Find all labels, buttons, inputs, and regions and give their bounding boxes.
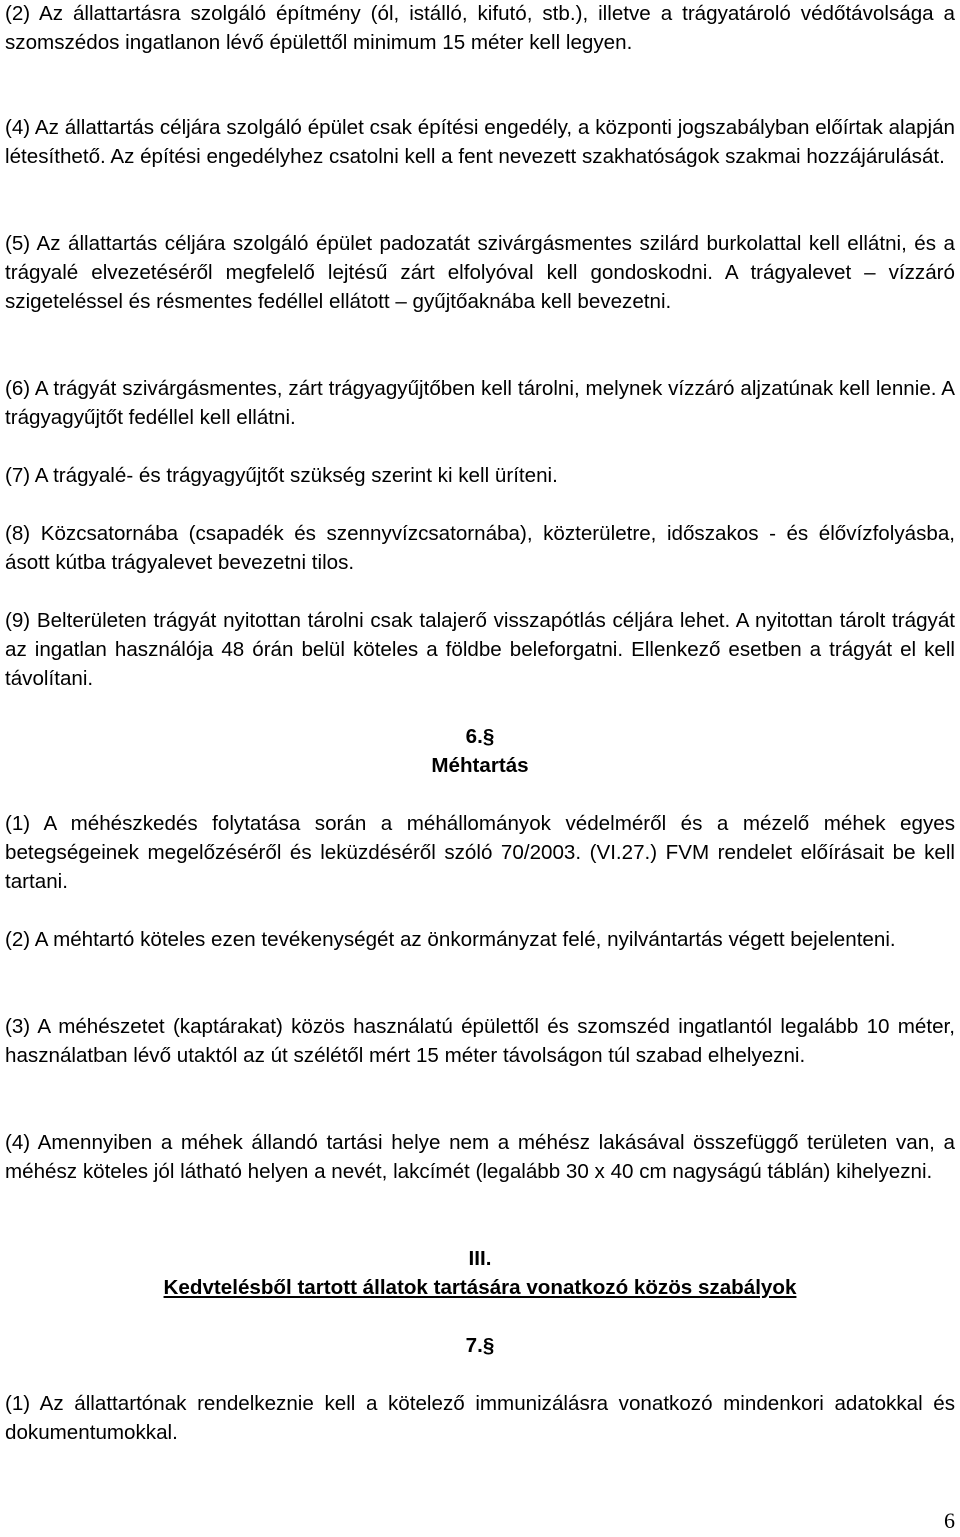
section-6-paragraph-1: (1) A méhészkedés folytatása során a méhállományok védelméről és a mézelő méhek egyes betegségeinek megelőzéséről és leküzdéséről szóló 70/2003. (VI.27.) FVM rendelet előírásait be kell tartani.	[5, 812, 955, 893]
section-6-title: Méhtartás	[431, 754, 529, 777]
page-number: 6	[944, 1508, 955, 1533]
section-7-number: 7.§	[465, 1334, 495, 1357]
section-7-paragraph-1: (1) Az állattartónak rendelkeznie kell a kötelező immunizálásra vonatkozó mindenkori adatokkal és dokumentumokkal.	[5, 1392, 955, 1444]
paragraph-2: (2) Az állattartásra szolgáló építmény (ól, istálló, kifutó, stb.), illetve a trágyatároló védőtávolsága a szomszédos ingatlanon lévő épülettől minimum 15 méter kell legyen.	[5, 2, 955, 54]
section-6-number: 6.§	[465, 725, 495, 748]
paragraph-6: (6) A trágyát szivárgásmentes, zárt trágyagyűjtőben kell tárolni, melynek vízzáró aljzatúnak kell lennie. A trágyagyűjtőt fedéllel kell ellátni.	[5, 377, 955, 429]
paragraph-9: (9) Belterületen trágyát nyitottan tárolni csak talajerő visszapótlás céljára lehet. A nyitottan tárolt trágyát az ingatlan használója 48 órán belül köteles a földbe beleforgatni. Ellenkező esetben a trágyát el kell távolítani.	[5, 609, 955, 690]
chapter-3-number: III.	[468, 1247, 492, 1270]
paragraph-8: (8) Közcsatornába (csapadék és szennyvízcsatornába), közterületre, időszakos - és élővízfolyásba, ásott kútba trágyalevet bevezetni tilos.	[5, 522, 955, 574]
paragraph-5: (5) Az állattartás céljára szolgáló épület padozatát szivárgásmentes szilárd burkolattal kell ellátni, és a trágyalé elvezetéséről megfelelő lejtésű zárt elfolyóval kell gondoskodni. A trágyalevet – vízzáró szigeteléssel és résmentes fedéllel ellátott – gyűjtőaknába kell bevezetni.	[5, 232, 955, 313]
paragraph-7: (7) A trágyalé- és trágyagyűjtőt szükség szerint ki kell üríteni.	[5, 464, 558, 487]
section-6-paragraph-2: (2) A méhtartó köteles ezen tevékenységét az önkormányzat felé, nyilvántartás végett bejelenteni.	[5, 928, 896, 951]
section-6-paragraph-3: (3) A méhészetet (kaptárakat) közös használatú épülettől és szomszéd ingatlantól legalább 10 méter, használatban lévő utaktól az út szélétől mért 15 méter távolságon túl szabad elhelyezni.	[5, 1015, 955, 1067]
paragraph-4: (4) Az állattartás céljára szolgáló épület csak építési engedély, a központi jogszabályban előírtak alapján létesíthető. Az építési engedélyhez csatolni kell a fent nevezett szakhatóságok szakmai hozzájárulását.	[5, 116, 955, 168]
chapter-3-title: Kedvtelésből tartott állatok tartására vonatkozó közös szabályok	[163, 1276, 797, 1299]
section-6-paragraph-4: (4) Amennyiben a méhek állandó tartási helye nem a méhész lakásával összefüggő területen van, a méhész köteles jól látható helyen a nevét, lakcímét (legalább 30 x 40 cm nagyságú táblán) kihelyezni.	[5, 1131, 955, 1183]
